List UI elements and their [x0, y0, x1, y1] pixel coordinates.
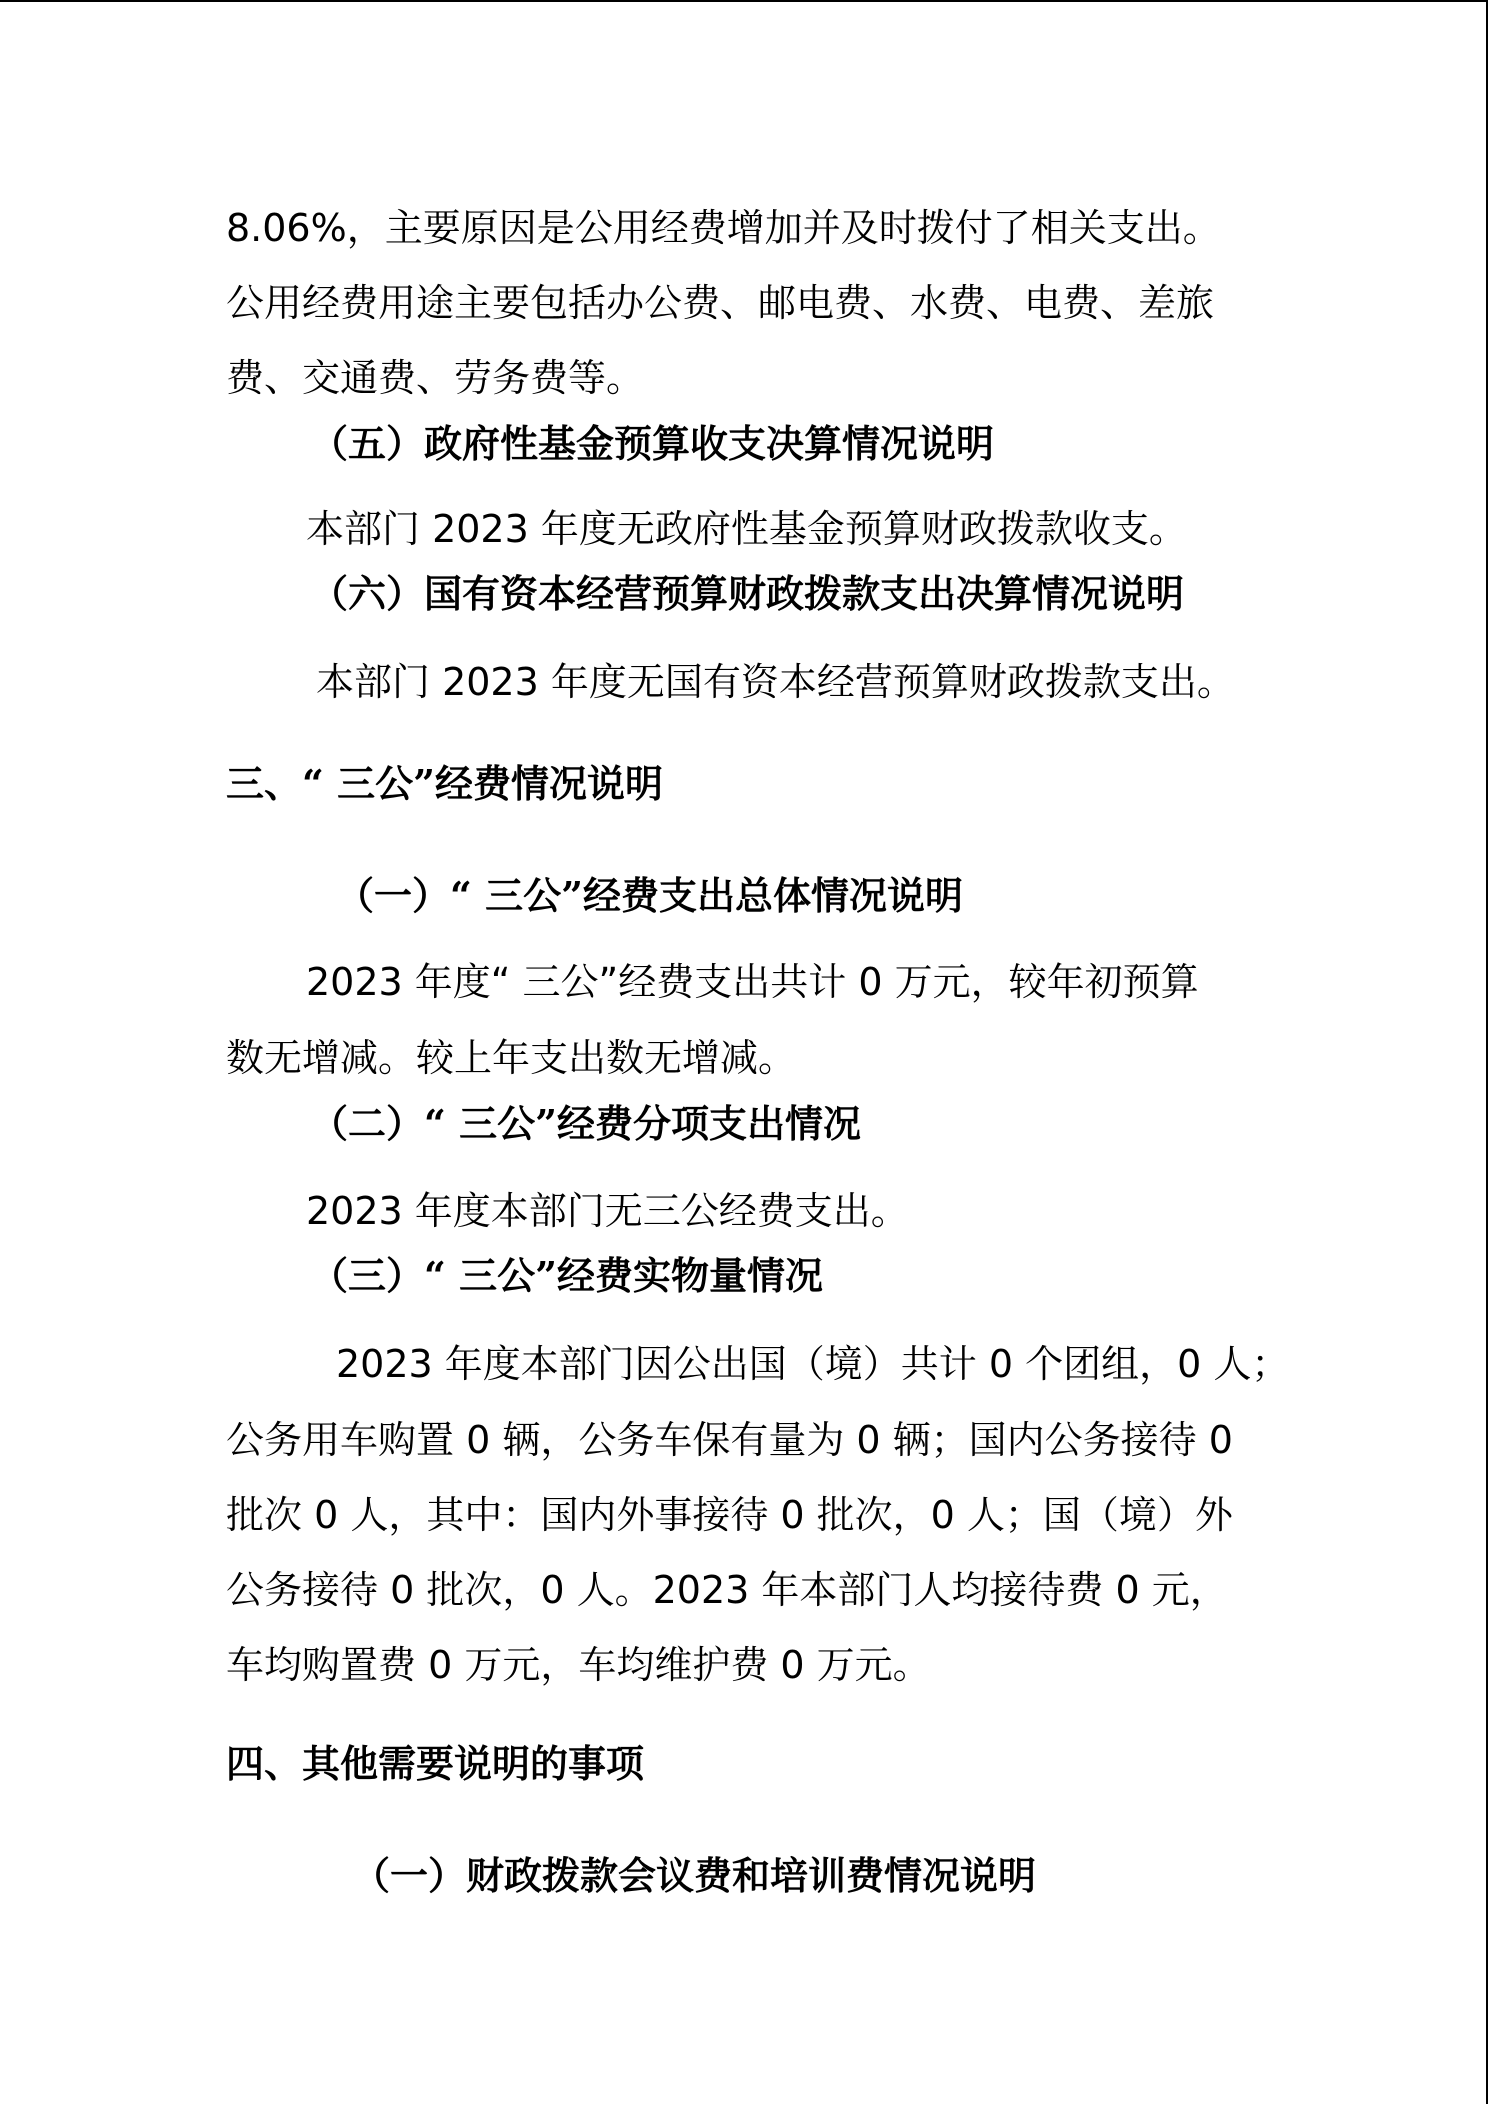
paragraph-line: 车均购置费 0 万元，车均维护费 0 万元。: [226, 1643, 931, 1687]
page-border-top: [0, 0, 1488, 2]
section-heading: （一）财政拨款会议费和培训费情况说明: [352, 1853, 1037, 1898]
paragraph-line: 2023 年度本部门无三公经费支出。: [306, 1189, 909, 1233]
chapter-heading: 三、“ 三公”经费情况说明: [226, 761, 663, 806]
paragraph-line: 公务用车购置 0 辆，公务车保有量为 0 辆；国内公务接待 0: [226, 1418, 1233, 1462]
section-heading: （一）“ 三公”经费支出总体情况说明: [336, 873, 963, 918]
paragraph-line: 本部门 2023 年度无政府性基金预算财政拨款收支。: [306, 507, 1187, 551]
paragraph-line: 2023 年度“ 三公”经费支出共计 0 万元，较年初预算: [306, 960, 1199, 1004]
paragraph-line: 本部门 2023 年度无国有资本经营预算财政拨款支出。: [316, 660, 1235, 704]
section-heading: （三）“ 三公”经费实物量情况: [310, 1253, 823, 1298]
paragraph-line: 公用经费用途主要包括办公费、邮电费、水费、电费、差旅: [226, 281, 1215, 325]
paragraph-line: 数无增减。较上年支出数无增减。: [226, 1036, 797, 1080]
section-heading: （二）“ 三公”经费分项支出情况: [310, 1101, 861, 1146]
paragraph-line: 公务接待 0 批次，0 人。2023 年本部门人均接待费 0 元，: [226, 1568, 1228, 1612]
paragraph-line: 费、交通费、劳务费等。: [226, 356, 645, 400]
section-heading: （六）国有资本经营预算财政拨款支出决算情况说明: [310, 571, 1185, 616]
paragraph-line: 2023 年度本部门因公出国（境）共计 0 个团组，0 人；: [336, 1342, 1290, 1386]
section-heading: （五）政府性基金预算收支决算情况说明: [310, 421, 995, 466]
paragraph-line: 批次 0 人，其中：国内外事接待 0 批次，0 人；国（境）外: [226, 1493, 1233, 1537]
chapter-heading: 四、其他需要说明的事项: [226, 1741, 645, 1786]
paragraph-line: 8.06%，主要原因是公用经费增加并及时拨付了相关支出。: [226, 206, 1221, 250]
